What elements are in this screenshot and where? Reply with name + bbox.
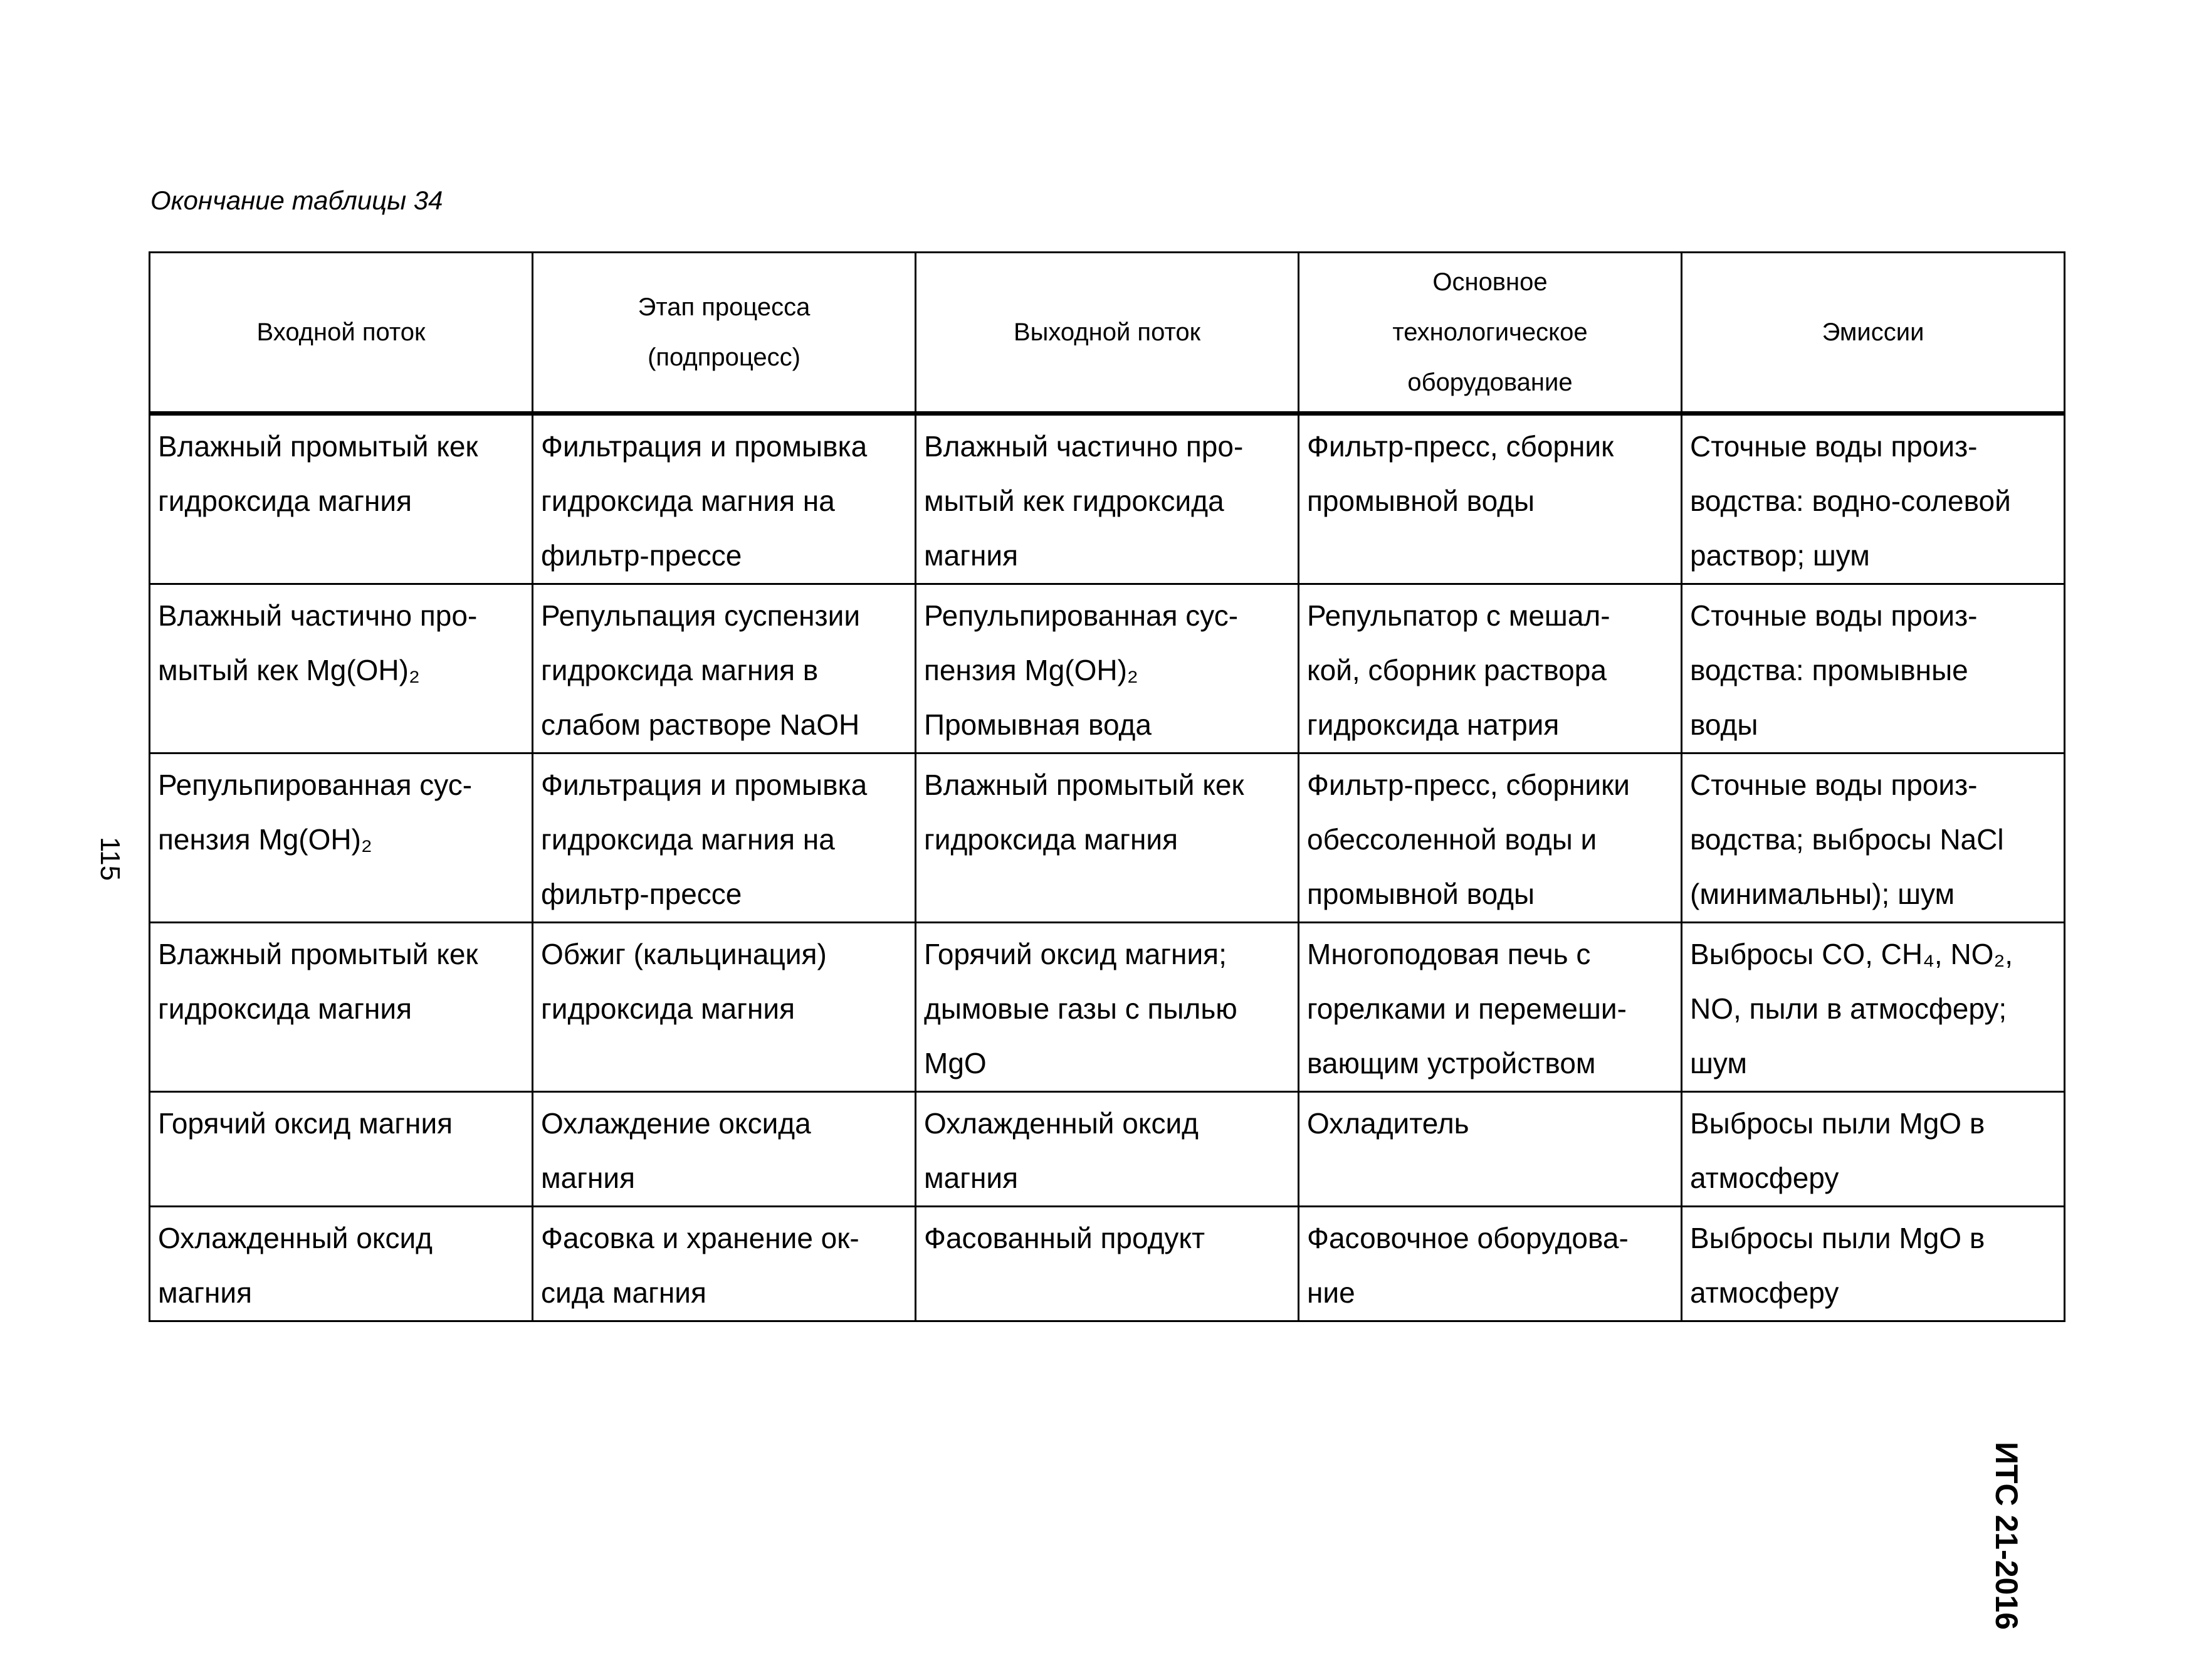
cell-line: фильтр-прессе: [541, 878, 742, 910]
document-id: ИТС 21-2016: [1989, 1442, 2024, 1630]
cell-line: Репульпатор с мешал-: [1307, 599, 1610, 632]
cell-equipment: [1299, 414, 1682, 584]
table-row: [150, 923, 2065, 1092]
cell-line: MgO: [924, 1047, 987, 1079]
cell-process-stage: [533, 1092, 916, 1207]
cell-line: магния: [924, 1162, 1018, 1194]
cell-line: Влажный частично про-: [924, 430, 1244, 463]
cell-process-stage: [533, 753, 916, 923]
page-number: 115: [95, 836, 125, 881]
cell-line: кой, сборник раствора: [1307, 654, 1607, 686]
header-output-flow: Выходной поток: [916, 253, 1299, 414]
cell-line: NO, пыли в атмосферу;: [1690, 992, 2007, 1025]
table-header-row: [150, 253, 2065, 414]
cell-emissions: [1682, 923, 2065, 1092]
cell-line: мытый кек Mg(OH)₂: [158, 654, 420, 686]
cell-line: вающим устройством: [1307, 1047, 1596, 1079]
cell-output-flow: [916, 584, 1299, 753]
cell-line: гидроксида натрия: [1307, 708, 1560, 741]
header-input-flow: Входной поток: [150, 253, 533, 414]
cell-line: Выбросы пыли MgO в: [1690, 1107, 1985, 1140]
cell-line: водства: промывные: [1690, 654, 1968, 686]
cell-line: Фильтр-пресс, сборники: [1307, 769, 1630, 801]
table-caption: Окончание таблицы 34: [150, 186, 443, 215]
cell-equipment: [1299, 584, 1682, 753]
cell-line: дымовые газы с пылью: [924, 992, 1237, 1025]
cell-line: слабом растворе NaOH: [541, 708, 860, 741]
cell-line: гидроксида магния в: [541, 654, 819, 686]
cell-equipment: [1299, 1092, 1682, 1207]
cell-line: ние: [1307, 1276, 1355, 1309]
cell-line: (минимальны); шум: [1690, 878, 1955, 910]
cell-line: фильтр-прессе: [541, 539, 742, 572]
cell-process-stage: [533, 584, 916, 753]
cell-line: сида магния: [541, 1276, 706, 1309]
cell-line: гидроксида магния: [541, 992, 795, 1025]
cell-line: Влажный промытый кек: [158, 430, 478, 463]
cell-emissions: [1682, 753, 2065, 923]
cell-line: Репульпированная сус-: [924, 599, 1239, 632]
cell-emissions: [1682, 1207, 2065, 1321]
cell-line: гидроксида магния: [158, 992, 412, 1025]
cell-process-stage: [533, 923, 916, 1092]
cell-emissions: [1682, 414, 2065, 584]
cell-line: воды: [1690, 708, 1758, 741]
cell-output-flow: [916, 923, 1299, 1092]
cell-line: раствор; шум: [1690, 539, 1870, 572]
cell-line: гидроксида магния на: [541, 823, 835, 856]
cell-line: Фильтрация и промывка: [541, 769, 868, 801]
cell-process-stage: [533, 414, 916, 584]
cell-line: гидроксида магния: [158, 485, 412, 517]
cell-output-flow: [916, 414, 1299, 584]
cell-output-flow: [916, 753, 1299, 923]
cell-line: магния: [158, 1276, 252, 1309]
cell-line: Фильтр-пресс, сборник: [1307, 430, 1614, 463]
cell-line: пензия Mg(OH)₂: [924, 654, 1138, 686]
table-row: [150, 414, 2065, 584]
cell-line: Многоподовая печь с: [1307, 938, 1591, 970]
cell-input-flow: [150, 753, 533, 923]
table-row: [150, 584, 2065, 753]
cell-line: горелками и перемеши-: [1307, 992, 1627, 1025]
cell-line: промывной воды: [1307, 878, 1535, 910]
cell-line: Выбросы CO, CH₄, NO₂,: [1690, 938, 2013, 970]
cell-line: гидроксида магния: [924, 823, 1178, 856]
cell-line: водства; выбросы NaCl: [1690, 823, 2004, 856]
cell-line: Сточные воды произ-: [1690, 599, 1978, 632]
cell-input-flow: [150, 923, 533, 1092]
cell-line: Охлаждение оксида: [541, 1107, 811, 1140]
cell-line: Репульпированная сус-: [158, 769, 473, 801]
cell-line: Промывная вода: [924, 708, 1152, 741]
cell-line: Влажный промытый кек: [924, 769, 1244, 801]
cell-line: Выбросы пыли MgO в: [1690, 1222, 1985, 1254]
cell-input-flow: [150, 584, 533, 753]
cell-line: пензия Mg(OH)₂: [158, 823, 372, 856]
cell-output-flow: [916, 1207, 1299, 1321]
cell-emissions: [1682, 1092, 2065, 1207]
cell-line: Сточные воды произ-: [1690, 769, 1978, 801]
cell-line: Влажный частично про-: [158, 599, 478, 632]
header-emissions: Эмиссии: [1682, 253, 2065, 414]
header-process-stage: Этап процесса (подпроцесс): [533, 253, 916, 414]
cell-line: магния: [541, 1162, 635, 1194]
cell-line: Фасовка и хранение ок-: [541, 1222, 859, 1254]
cell-line: шум: [1690, 1047, 1748, 1079]
cell-line: Фасовочное оборудова-: [1307, 1222, 1629, 1254]
cell-process-stage: [533, 1207, 916, 1321]
cell-line: Горячий оксид магния: [158, 1107, 453, 1140]
cell-line: промывной воды: [1307, 485, 1535, 517]
cell-line: Охлажденный оксид: [158, 1222, 433, 1254]
cell-line: Обжиг (кальцинация): [541, 938, 827, 970]
table-row: [150, 753, 2065, 923]
cell-equipment: [1299, 1207, 1682, 1321]
cell-emissions: [1682, 584, 2065, 753]
table-row: [150, 1207, 2065, 1321]
cell-line: гидроксида магния на: [541, 485, 835, 517]
cell-line: мытый кек гидроксида: [924, 485, 1224, 517]
cell-line: Влажный промытый кек: [158, 938, 478, 970]
process-table: [149, 251, 2065, 1322]
cell-line: обессоленной воды и: [1307, 823, 1597, 856]
cell-line: Горячий оксид магния;: [924, 938, 1227, 970]
cell-line: атмосферу: [1690, 1276, 1839, 1309]
cell-line: Фасованный продукт: [924, 1222, 1205, 1254]
cell-output-flow: [916, 1092, 1299, 1207]
cell-line: Охлажденный оксид: [924, 1107, 1199, 1140]
cell-line: магния: [924, 539, 1018, 572]
cell-line: Репульпация суспензии: [541, 599, 861, 632]
table-row: [150, 1092, 2065, 1207]
cell-equipment: [1299, 923, 1682, 1092]
header-equipment: Основное технологическое оборудование: [1299, 253, 1682, 414]
cell-input-flow: [150, 414, 533, 584]
cell-input-flow: [150, 1207, 533, 1321]
cell-line: Фильтрация и промывка: [541, 430, 868, 463]
cell-line: водства: водно-солевой: [1690, 485, 2011, 517]
cell-line: атмосферу: [1690, 1162, 1839, 1194]
cell-input-flow: [150, 1092, 533, 1207]
cell-equipment: [1299, 753, 1682, 923]
cell-line: Сточные воды произ-: [1690, 430, 1978, 463]
cell-line: Охладитель: [1307, 1107, 1469, 1140]
